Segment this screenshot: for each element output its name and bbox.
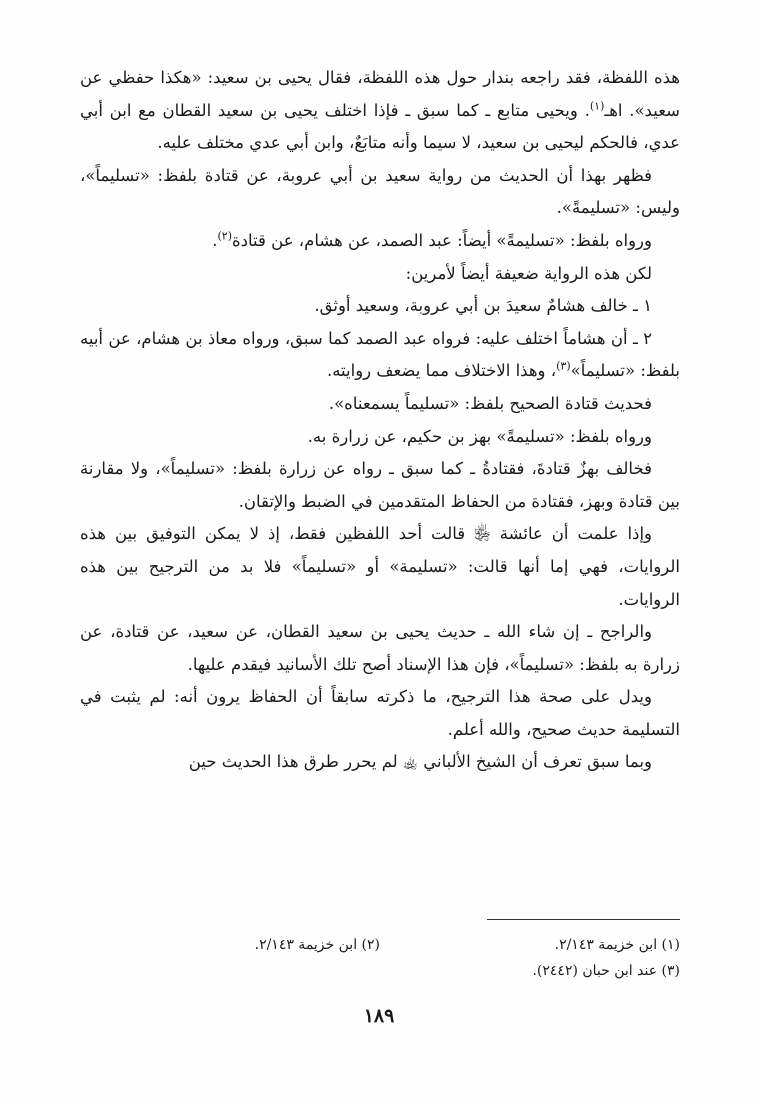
footnote-row bbox=[80, 958, 680, 984]
paragraph bbox=[80, 421, 680, 454]
footnotes bbox=[80, 932, 680, 984]
paragraph bbox=[80, 388, 680, 421]
paragraph-text: وبما سبق تعرف أن الشيخ الألباني ﵀ لم يحرر طرق هذا الحديث حين bbox=[188, 752, 652, 772]
footnote-reference: (٣) bbox=[556, 359, 571, 373]
paragraph-text: والراجح ـ إن شاء الله ـ حديث يحيى بن سعيد القطان، عن سعيد، عن قتادة، عن زرارة به بلفظ: «تسليماً»، فإن هذا الإسناد أصح تلك الأسانيد فيقدم عليها. bbox=[80, 622, 680, 674]
paragraph-text: هذه اللفظة، فقد راجعه بندار حول هذه اللفظة، فقال يحيى بن سعيد: «هكذا حفظي عن سعيد». اهـ bbox=[80, 68, 680, 120]
footnote-separator bbox=[487, 919, 680, 920]
paragraph-text: . bbox=[212, 230, 218, 250]
paragraph bbox=[80, 518, 680, 616]
paragraph bbox=[80, 616, 680, 681]
paragraph-text: . ويحيى متابع ـ كما سبق ـ فإذا اختلف يحيى بن سعيد القطان مع ابن أبي عدي، فالحكم ليحيى بن سعيد، لا سيما وأنه متابَعٌ، وابن أبي عدي مختلف عليه. bbox=[80, 100, 680, 153]
paragraph bbox=[80, 453, 680, 518]
paragraph-text: لكن هذه الرواية ضعيفة أيضاً لأمرين: bbox=[405, 263, 652, 283]
paragraph bbox=[80, 323, 680, 388]
paragraph-text: فحديث قتادة الصحيح بلفظ: «تسليماً يسمعناه». bbox=[328, 393, 652, 413]
footnote-item: (٣) عند ابن حبان (٢٤٤٢). bbox=[532, 963, 680, 979]
paragraph-text: فخالف بهزٌ قتادةَ، فقتادةُ ـ كما سبق ـ رواه عن زرارة بلفظ: «تسليماً»، ولا مقارنة بين قتادة وبهز، فقتادة من الحفاظ المتقدمين في الضبط والإتقان. bbox=[80, 459, 680, 511]
paragraph-text: ويدل على صحة هذا الترجيح، ما ذكرته سابقاً أن الحفاظ يرون أنه: لم يثبت في التسليمة حديث صحيح، والله أعلم. bbox=[80, 687, 680, 739]
footnote-item: (٢) ابن خزيمة ٢/١٤٣. bbox=[254, 937, 380, 953]
footnote-row bbox=[80, 932, 680, 958]
paragraph-text: وإذا علمت أن عائشة ﵂ قالت أحد اللفظين فقط، إذ لا يمكن التوفيق بين هذه الروايات، فهي إما أنها قالت: «تسليمة» أو «تسليماً» فلا بد من الترجيح بين هذه الروايات. bbox=[80, 524, 680, 609]
main-text bbox=[80, 62, 680, 779]
page-number: ١٨٩ bbox=[363, 1005, 395, 1027]
paragraph-text: ، وهذا الاختلاف مما يضعف روايته. bbox=[326, 361, 557, 381]
paragraph-text: فظهر بهذا أن الحديث من رواية سعيد بن أبي عروبة، عن قتادة بلفظ: «تسليماً»، وليس: «تسليمةً». bbox=[80, 165, 680, 218]
paragraph bbox=[80, 258, 680, 291]
paragraph bbox=[80, 225, 680, 258]
paragraph bbox=[80, 746, 680, 779]
paragraph-text: ٢ ـ أن هشاماً اختلف عليه: فرواه عبد الصمد كما سبق، ورواه معاذ بن هشام، عن أبيه بلفظ: «تسليماً» bbox=[80, 328, 680, 381]
paragraph-text: ورواه بلفظ: «تسليمةً» بهز بن حكيم، عن زرارة به. bbox=[307, 426, 652, 446]
footnote-reference: (١) bbox=[589, 99, 605, 113]
paragraph bbox=[80, 290, 680, 323]
footnote-item: (١) ابن خزيمة ٢/١٤٣. bbox=[554, 937, 680, 953]
paragraph bbox=[80, 160, 680, 225]
paragraph-text: ورواه بلفظ: «تسليمةً» أيضاً: عبد الصمد، عن هشام، عن قتادة bbox=[232, 230, 652, 250]
footnote-reference: (٢) bbox=[217, 229, 233, 243]
paragraph bbox=[80, 62, 680, 160]
paragraph bbox=[80, 681, 680, 746]
paragraph-text: ١ ـ خالف هشامٌ سعيدَ بن أبي عروبة، وسعيد أوثق. bbox=[314, 296, 652, 316]
